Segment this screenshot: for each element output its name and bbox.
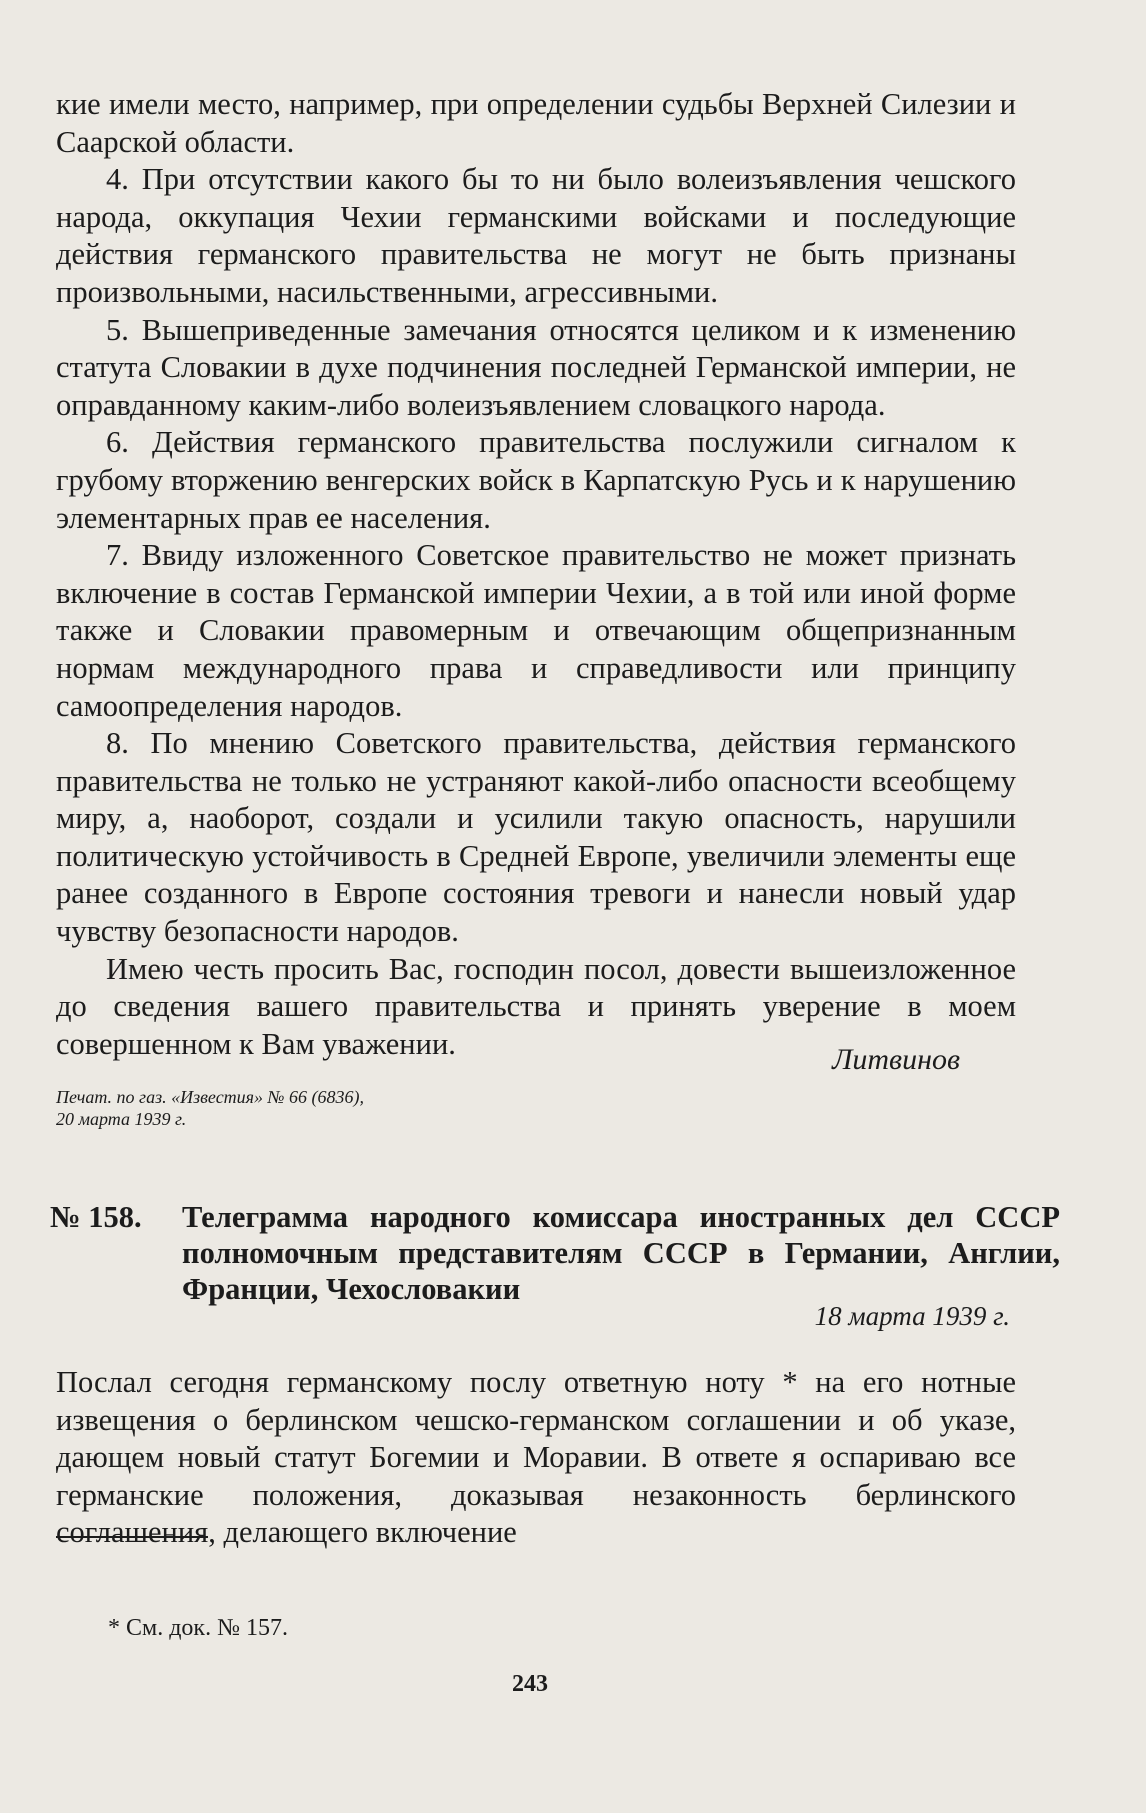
- footnote-divider: [56, 1536, 208, 1538]
- signature: Литвинов: [832, 1043, 960, 1076]
- page-number: 243: [512, 1671, 548, 1697]
- source-line-1: Печат. по газ. «Известия» № 66 (6836),: [56, 1087, 365, 1107]
- paragraph-continuation: кие имели место, например, при определении судьбы Верхней Силезии и Саарской области.: [56, 87, 1016, 159]
- paragraph-point-6: 6. Действия германского правительства послужили сигналом к грубому вторжению венгерских войск в Карпатскую Русь и к нарушению элементарных прав ее населения.: [56, 425, 1016, 535]
- paragraph-point-4: 4. При отсутствии какого бы то ни было волеизъявления чешского народа, оккупация Чехии германскими войсками и последующие действия германского правительства не могут не быть признаны произвольными, насильственными, агрессивными.: [56, 162, 1016, 309]
- telegram-text: Послал сегодня германскому послу ответную ноту * на его нотные извещения о берлинском чешско-германском соглашении и об указе, дающем новый статут Богемии и Моравии. В ответе я оспариваю все германские положения, доказывая незаконность берлинского соглашения, делающего включение: [56, 1365, 1016, 1550]
- footnote: * См. док. № 157.: [108, 1615, 288, 1641]
- document-number: № 158.: [50, 1200, 142, 1234]
- document-title: Телеграмма народного комиссара иностранных дел СССР полномочным представителям СССР в Германии, Англии, Франции, Чехословакии: [182, 1200, 1060, 1306]
- paragraph-closing: Имею честь просить Вас, господин посол, довести вышеизложенное до сведения вашего правительства и принять уверение в моем совершенном к Вам уважении.: [56, 951, 1016, 1061]
- paragraph-point-8: 8. По мнению Советского правительства, действия германского правительства не только не устраняют какой-либо опасности всеобщему миру, а, наоборот, создали и усилили такую опасность, нарушили политическую устойчивость в Средней Европе, увеличили элементы еще ранее созданного в Европе состояния тревоги и нанесли новый удар чувству безопасности народов.: [56, 726, 1016, 949]
- note-body: [56, 86, 1016, 1063]
- source-line-2: 20 марта 1939 г.: [56, 1109, 187, 1129]
- paragraph-point-7: 7. Ввиду изложенного Советское правительство не может признать включение в состав Германской империи Чехии, а в той или иной форме также и Словакии правомерным и отвечающим общепризнанным нормам международного права и справедливости или принципу самоопределения народов.: [56, 538, 1016, 723]
- paragraph-point-5: 5. Вышеприведенные замечания относятся целиком и к изменению статута Словакии в духе подчинения последней Германской империи, не оправданному каким-либо волеизъявлением словацкого народа.: [56, 312, 1016, 422]
- document-date: 18 марта 1939 г.: [814, 1301, 1010, 1331]
- source-citation: [56, 1086, 656, 1130]
